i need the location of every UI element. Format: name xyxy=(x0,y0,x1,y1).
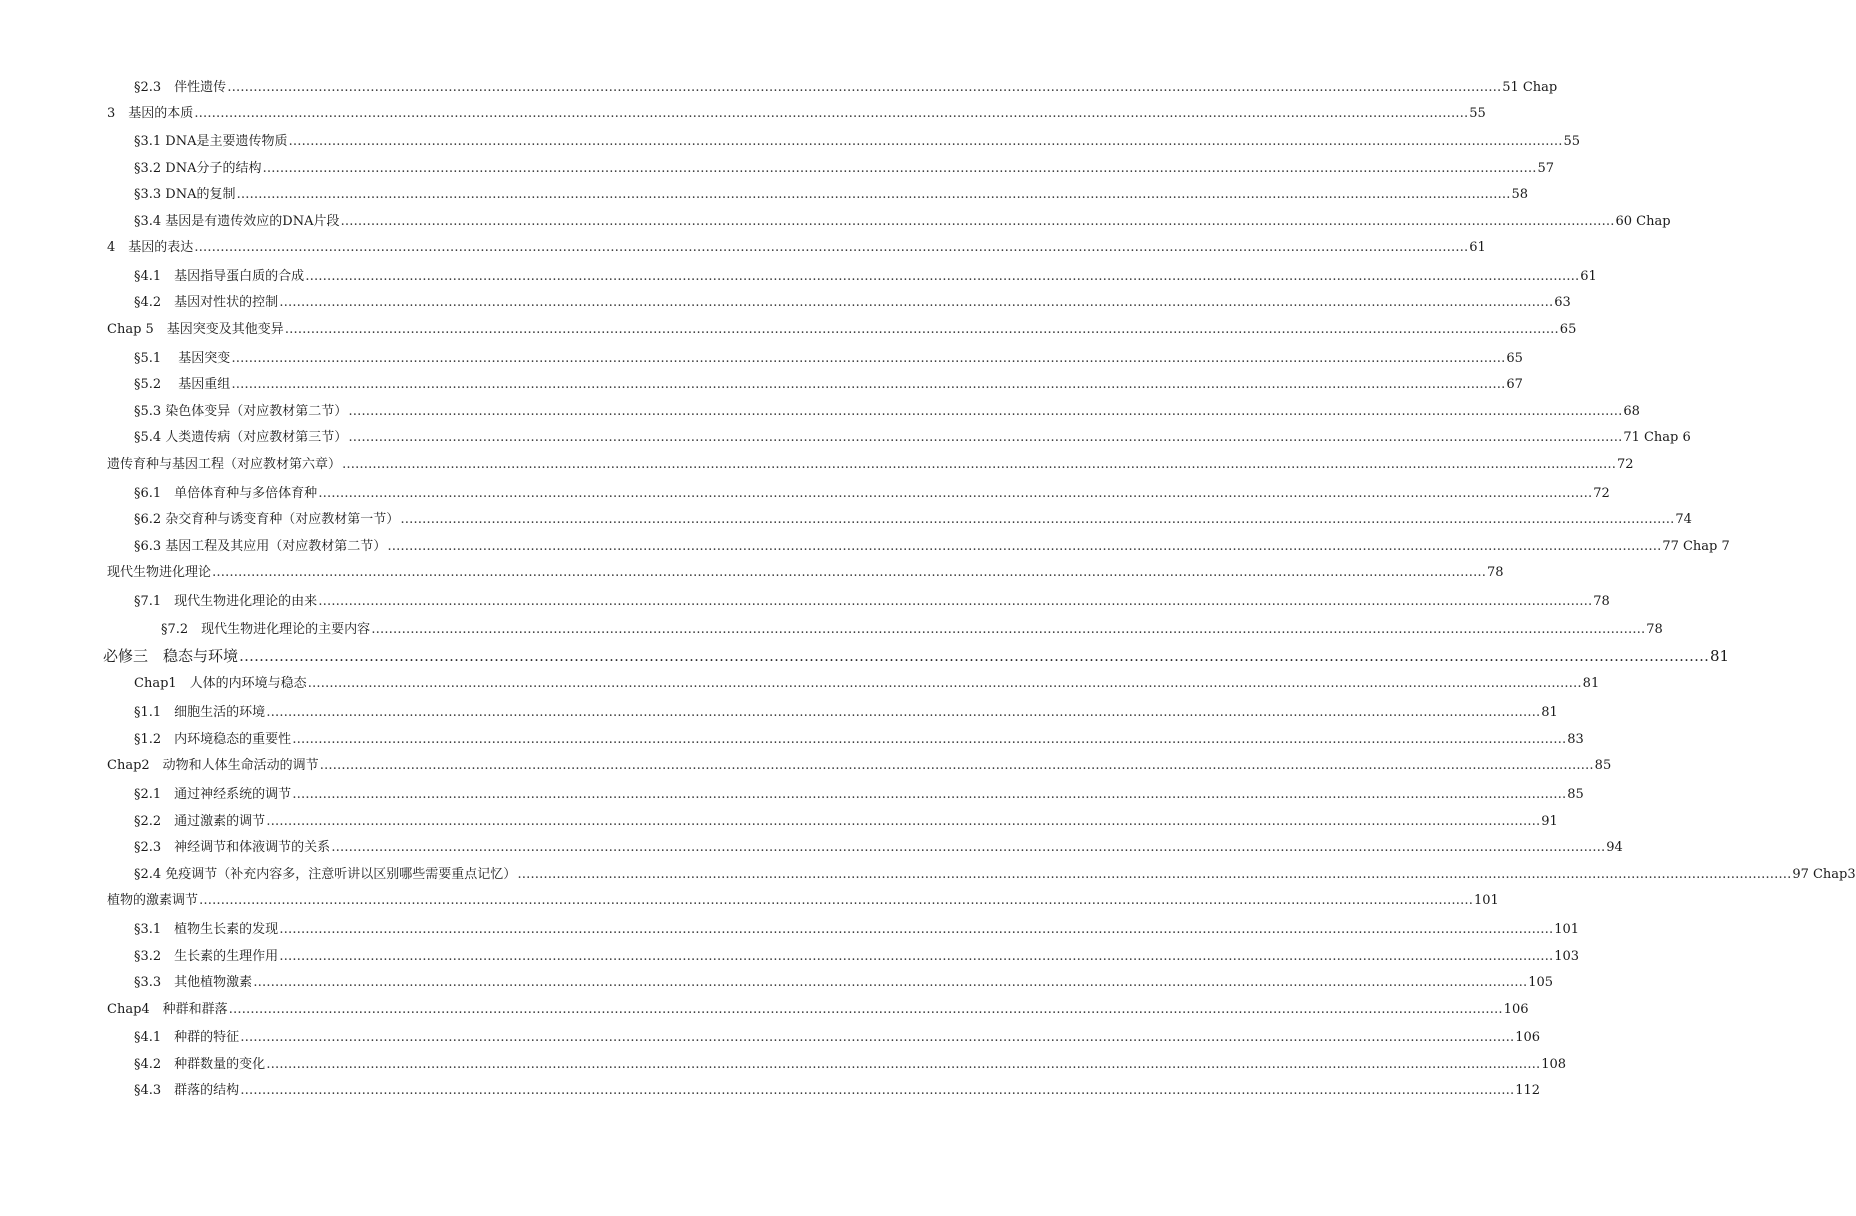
toc-entry-title: 植物的激素调节 xyxy=(107,893,199,908)
toc-entry-page: 58 xyxy=(1511,187,1529,202)
toc-entry-page: 78 xyxy=(1593,594,1610,609)
toc-entry-page: 68 xyxy=(1623,404,1640,419)
toc-entry xyxy=(134,919,1580,941)
toc-entry-page: 94 xyxy=(1606,840,1623,855)
toc-leader: …………………………………………………………………………………………………………………………………………………………………………………………………………………………………………………………………… xyxy=(342,457,1617,472)
toc-leader: …………………………………………………………………………………………………………………………………………………………………………………………………………………………………………………………………… xyxy=(318,486,1593,501)
toc-entry-page: 78 xyxy=(1646,622,1663,637)
toc-entry xyxy=(134,837,1623,859)
toc-leader: …………………………………………………………………………………………………………………………………………………………………………………………………………………………………………………………………… xyxy=(199,893,1474,908)
toc-entry-page: 81 xyxy=(1710,647,1730,665)
toc-leader: …………………………………………………………………………………………………………………………………………………………………………………………………………………………………………………………………… xyxy=(318,594,1593,609)
toc-leader: …………………………………………………………………………………………………………………………………………………………………………………………………………………………………………………………………… xyxy=(266,1057,1541,1072)
toc-entry-title: §1.1 细胞生活的环境 xyxy=(134,705,266,720)
toc-leader: …………………………………………………………………………………………………………………………………………………………………………………………………………………………………………………………………… xyxy=(400,512,1675,527)
toc-entry-page: 106 xyxy=(1515,1030,1541,1045)
toc-entry-page: 106 xyxy=(1503,1002,1529,1017)
toc-entry-page: 51 Chap xyxy=(1502,80,1558,95)
toc-leader: …………………………………………………………………………………………………………………………………………………………………………………………………………………………………………………………………… xyxy=(371,622,1646,637)
toc-entry-title: §3.1 植物生长素的发现 xyxy=(134,922,279,937)
toc-entry xyxy=(134,184,1529,206)
toc-entry-title: §3.3 其他植物激素 xyxy=(134,975,253,990)
toc-entry-page: 101 xyxy=(1474,893,1499,908)
toc-entry xyxy=(134,591,1610,613)
toc-entry-title: §4.3 群落的结构 xyxy=(134,1083,240,1098)
toc-entry-title: §6.2 杂交育种与诱变育种（对应教材第一节） xyxy=(134,512,400,527)
toc-part-entry xyxy=(103,645,1730,667)
toc-entry-page: 105 xyxy=(1528,975,1554,990)
toc-entry-page: 78 xyxy=(1487,565,1504,580)
toc-entry-title: §6.3 基因工程及其应用（对应教材第二节） xyxy=(134,539,387,554)
toc-entry xyxy=(134,811,1558,833)
toc-leader: …………………………………………………………………………………………………………………………………………………………………………………………………………………………………………………………………… xyxy=(194,106,1469,121)
toc-leader: …………………………………………………………………………………………………………………………………………………………………………………………………………………………………………………………………… xyxy=(194,240,1469,255)
toc-entry-page: 61 xyxy=(1580,269,1597,284)
toc-entry xyxy=(161,619,1663,641)
toc-entry xyxy=(134,292,1571,314)
toc-leader: …………………………………………………………………………………………………………………………………………………………………………………………………………………………………………………………………… xyxy=(517,867,1792,882)
toc-entry xyxy=(134,1054,1567,1076)
toc-entry-page: 81 xyxy=(1541,705,1558,720)
toc-entry-title: §1.2 内环境稳态的重要性 xyxy=(134,732,292,747)
toc-entry-title: §4.2 基因对性状的控制 xyxy=(134,295,279,310)
toc-leader: …………………………………………………………………………………………………………………………………………………………………………………………………………………………………………………………………… xyxy=(279,922,1554,937)
toc-entry-page: 72 xyxy=(1617,457,1634,472)
toc-entry-page: 112 xyxy=(1515,1083,1541,1098)
toc-leader: …………………………………………………………………………………………………………………………………………………………………………………………………………………………………………………………………… xyxy=(266,814,1541,829)
toc-entry xyxy=(134,536,1730,558)
toc-entry-title: Chap 5 基因突变及其他变异 xyxy=(107,322,284,337)
toc-entry-page: 57 xyxy=(1537,161,1555,176)
toc-entry xyxy=(134,211,1671,233)
toc-entry-title: §3.1 DNA是主要遗传物质 xyxy=(134,134,288,149)
toc-entry-page: 85 xyxy=(1594,758,1612,773)
toc-entry xyxy=(107,755,1612,777)
toc-entry-page: 77 Chap 7 xyxy=(1662,539,1730,554)
toc-entry-page: 72 xyxy=(1593,486,1610,501)
toc-entry-page: 85 xyxy=(1567,787,1584,802)
toc-entry xyxy=(134,673,1600,695)
toc-entry-title: §7.1 现代生物进化理论的由来 xyxy=(134,594,318,609)
toc-leader: …………………………………………………………………………………………………………………………………………………………………………………………………………………………………………………………………… xyxy=(253,975,1528,990)
toc-entry xyxy=(134,401,1640,423)
toc-leader: …………………………………………………………………………………………………………………………………………………………………………………………………………………………………………………………………… xyxy=(279,949,1554,964)
toc-entry-title: §5.2 基因重组 xyxy=(134,377,231,392)
toc-entry-title: Chap1 人体的内环境与稳态 xyxy=(134,676,307,691)
toc-leader: …………………………………………………………………………………………………………………………………………………………………………………………………………………………………………………………………… xyxy=(331,840,1606,855)
toc-leader: …………………………………………………………………………………………………………………………………………………………………………………………………………………………………………………………………… xyxy=(240,1030,1515,1045)
toc-entry-title: 遗传育种与基因工程（对应教材第六章） xyxy=(107,457,342,472)
toc-entry-title: §4.1 种群的特征 xyxy=(134,1030,240,1045)
toc-entry-page: 65 xyxy=(1559,322,1577,337)
toc-entry-title: §2.3 神经调节和体液调节的关系 xyxy=(134,840,331,855)
toc-leader: …………………………………………………………………………………………………………………………………………………………………………………………………………………………………………………………………… xyxy=(228,1002,1503,1017)
toc-entry xyxy=(107,562,1504,584)
toc-leader: …………………………………………………………………………………………………………………………………………………………………………………………………………………………………………………………………… xyxy=(279,295,1554,310)
toc-entry-page: 91 xyxy=(1541,814,1558,829)
toc-leader: …………………………………………………………………………………………………………………………………………………………………………………………………………………………………………………………………… xyxy=(348,404,1623,419)
toc-entry-page: 61 xyxy=(1469,240,1486,255)
toc-entry-title: §4.1 基因指导蛋白质的合成 xyxy=(134,269,305,284)
toc-leader: …………………………………………………………………………………………………………………………………………………………………………………………………………………………………………………………………… xyxy=(319,758,1594,773)
toc-entry-page: 67 xyxy=(1506,377,1523,392)
toc-entry-title: §3.4 基因是有遗传效应的DNA片段 xyxy=(134,214,340,229)
toc-entry xyxy=(134,77,1558,99)
toc-leader: …………………………………………………………………………………………………………………………………………………………………………………………………………………………………………………………………… xyxy=(236,187,1511,202)
toc-leader: …………………………………………………………………………………………………………………………………………………………………………………………………………………………………………………………………… xyxy=(292,787,1567,802)
toc-entry xyxy=(134,427,1691,449)
toc-entry xyxy=(134,946,1580,968)
toc-entry-title: §2.4 免疫调节（补充内容多，注意听讲以区别哪些需要重点记忆） xyxy=(134,867,517,882)
toc-entry xyxy=(134,729,1584,751)
toc-entry-title: §7.2 现代生物进化理论的主要内容 xyxy=(161,622,371,637)
toc-entry-title: 4 基因的表达 xyxy=(107,240,194,255)
toc-entry xyxy=(134,1080,1541,1102)
toc-entry-title: §2.1 通过神经系统的调节 xyxy=(134,787,292,802)
toc-entry-title: Chap2 动物和人体生命活动的调节 xyxy=(107,758,319,773)
toc-leader: …………………………………………………………………………………………………………………………………………………………………………………………………………………………………………………………………… xyxy=(292,732,1567,747)
toc-entry-title: §4.2 种群数量的变化 xyxy=(134,1057,266,1072)
toc-entry xyxy=(134,483,1610,505)
toc-entry-title: §2.3 伴性遗传 xyxy=(134,80,227,95)
toc-entry xyxy=(107,237,1486,259)
toc-entry xyxy=(134,348,1523,370)
toc-entry xyxy=(134,374,1523,396)
toc-entry-title: §3.2 生长素的生理作用 xyxy=(134,949,279,964)
toc-entry-page: 63 xyxy=(1554,295,1571,310)
toc-leader: …………………………………………………………………………………………………………………………………………………………………………………………………………………………………………………………………… xyxy=(266,705,1541,720)
toc-entry-title: §3.2 DNA分子的结构 xyxy=(134,161,262,176)
toc-entry xyxy=(134,702,1558,724)
toc-entry xyxy=(134,1027,1541,1049)
toc-leader: …………………………………………………………………………………………………………………………………………………………………………………………………………………………………………………………………… xyxy=(212,565,1487,580)
toc-entry-title: §5.3 染色体变异（对应教材第二节） xyxy=(134,404,348,419)
toc-leader: …………………………………………………………………………………………………………………………………………………………………………………………………………………………………………………………………… xyxy=(240,1083,1515,1098)
toc-entry-title: §6.1 单倍体育种与多倍体育种 xyxy=(134,486,318,501)
toc-entry-page: 65 xyxy=(1506,351,1523,366)
toc-entry xyxy=(107,454,1634,476)
toc-entry xyxy=(134,972,1554,994)
toc-entry-page: 103 xyxy=(1554,949,1580,964)
toc-entry-page: 108 xyxy=(1541,1057,1567,1072)
toc-leader: …………………………………………………………………………………………………………………………………………………………………………………………………………………………………………………………………… xyxy=(227,80,1502,95)
toc-entry-page: 55 xyxy=(1563,134,1581,149)
toc-entry xyxy=(107,999,1529,1021)
toc-leader: …………………………………………………………………………………………………………………………………………………………………………………………………………………………………………………………………… xyxy=(284,322,1559,337)
toc-entry-title: §5.1 基因突变 xyxy=(134,351,231,366)
toc-leader: …………………………………………………………………………………………………………………………………………………………………………………………………………………………………………………………………… xyxy=(340,214,1615,229)
toc-entry-page: 83 xyxy=(1567,732,1584,747)
toc-entry-page: 81 xyxy=(1582,676,1600,691)
toc-leader: …………………………………………………………………………………………………………………………………………………………………………………………………………………………………………………………………… xyxy=(239,647,1710,665)
toc-entry xyxy=(134,266,1597,288)
toc-entry-title: 必修三 稳态与环境 xyxy=(103,647,239,665)
toc-entry xyxy=(107,890,1499,912)
toc-entry-page: 55 xyxy=(1469,106,1486,121)
toc-entry xyxy=(134,784,1584,806)
toc-leader: …………………………………………………………………………………………………………………………………………………………………………………………………………………………………………………………………… xyxy=(305,269,1580,284)
toc-entry xyxy=(134,864,1856,886)
toc-entry-page: 97 Chap3 xyxy=(1792,867,1856,882)
toc-leader: …………………………………………………………………………………………………………………………………………………………………………………………………………………………………………………………………… xyxy=(231,351,1506,366)
toc-leader: …………………………………………………………………………………………………………………………………………………………………………………………………………………………………………………………………… xyxy=(387,539,1662,554)
toc-entry-title: §2.2 通过激素的调节 xyxy=(134,814,266,829)
toc-entry-page: 101 xyxy=(1554,922,1580,937)
toc-entry-page: 60 Chap xyxy=(1615,214,1671,229)
toc-entry-title: §5.4 人类遗传病（对应教材第三节） xyxy=(134,430,348,445)
toc-entry xyxy=(107,103,1486,125)
toc-leader: …………………………………………………………………………………………………………………………………………………………………………………………………………………………………………………………………… xyxy=(307,676,1582,691)
toc-leader: …………………………………………………………………………………………………………………………………………………………………………………………………………………………………………………………………… xyxy=(262,161,1537,176)
toc-entry-page: 74 xyxy=(1675,512,1692,527)
toc-entry-title: §3.3 DNA的复制 xyxy=(134,187,236,202)
toc-entry-title: 现代生物进化理论 xyxy=(107,565,212,580)
toc-entry xyxy=(107,319,1577,341)
toc-entry-title: 3 基因的本质 xyxy=(107,106,194,121)
toc-leader: …………………………………………………………………………………………………………………………………………………………………………………………………………………………………………………………………… xyxy=(231,377,1506,392)
toc-entry-title: Chap4 种群和群落 xyxy=(107,1002,228,1017)
toc-entry-page: 71 Chap 6 xyxy=(1623,430,1691,445)
toc-entry xyxy=(134,131,1581,153)
toc-entry xyxy=(134,509,1692,531)
toc-entry xyxy=(134,158,1555,180)
toc-leader: …………………………………………………………………………………………………………………………………………………………………………………………………………………………………………………………………… xyxy=(288,134,1563,149)
toc-leader: …………………………………………………………………………………………………………………………………………………………………………………………………………………………………………………………………… xyxy=(348,430,1623,445)
